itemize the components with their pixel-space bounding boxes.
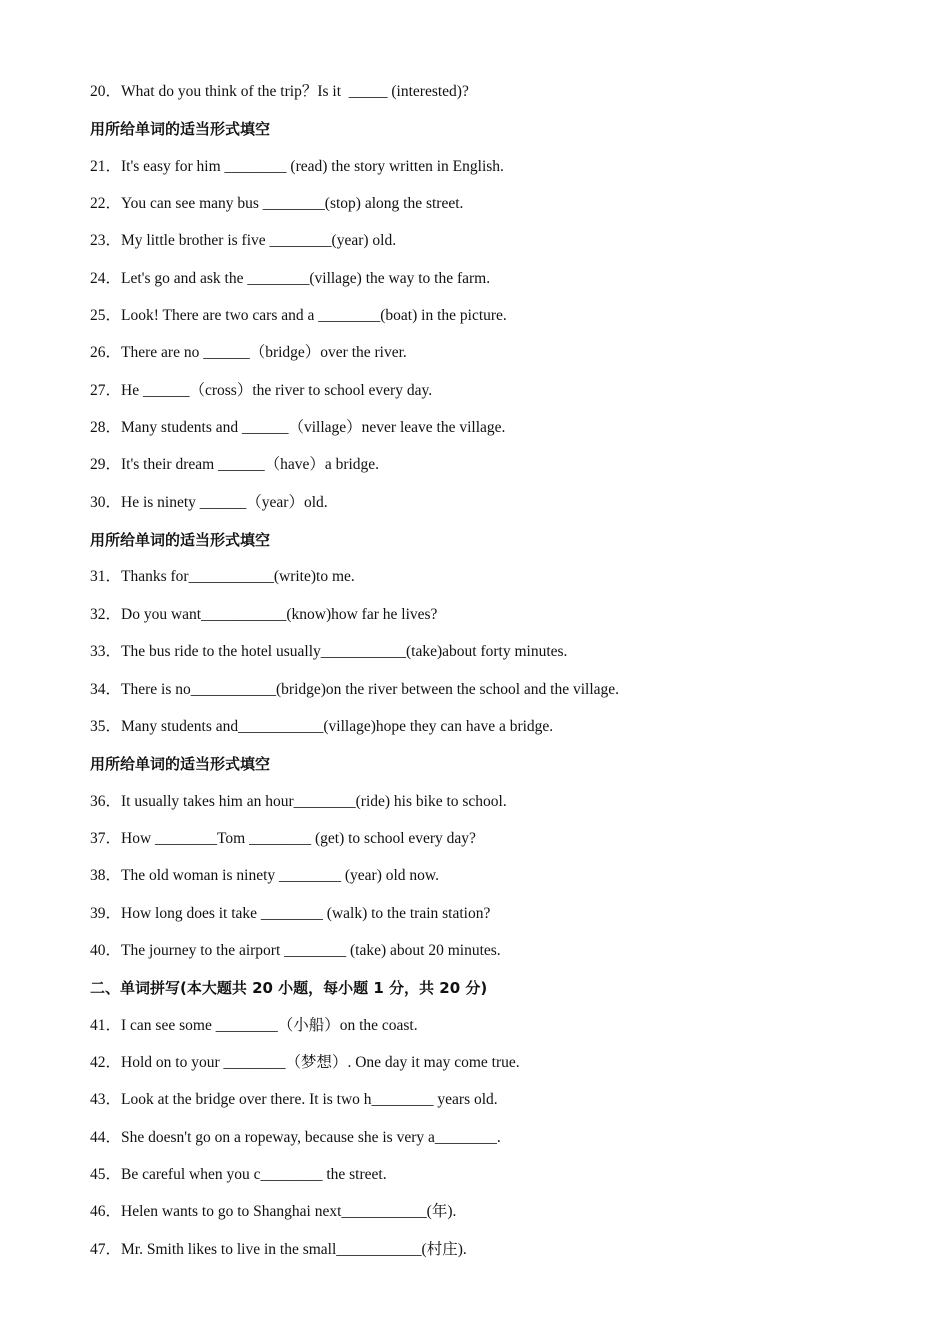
question-number: 42． xyxy=(90,1053,122,1071)
question-text: Look! There are two cars and a ________(boat) in the picture. xyxy=(121,307,507,325)
question-text: Mr. Smith likes to live in the small___________(村庄). xyxy=(121,1240,467,1258)
question-text: What do you think of the trip？Is it _____ (interested)? xyxy=(121,83,469,100)
question-item xyxy=(90,1236,910,1273)
question-text: I can see some ________（小船）on the coast. xyxy=(121,1016,418,1034)
question-number: 32． xyxy=(90,605,122,623)
question-item xyxy=(90,676,910,713)
question-item xyxy=(90,825,910,862)
question-number: 21． xyxy=(90,157,122,175)
question-text: She doesn't go on a ropeway, because she is very a________. xyxy=(121,1128,501,1146)
question-item xyxy=(90,227,910,264)
question-number: 29． xyxy=(90,456,122,474)
question-number: 20． xyxy=(90,83,122,100)
question-text: Be careful when you c________ the street. xyxy=(121,1165,387,1183)
question-text: It usually takes him an hour________(ride) his bike to school. xyxy=(121,792,507,810)
question-text: There is no___________(bridge)on the river between the school and the village. xyxy=(121,680,620,698)
question-number: 23． xyxy=(90,232,122,250)
question-text: Let's go and ask the ________(village) the way to the farm. xyxy=(121,269,491,287)
question-number: 35． xyxy=(90,717,122,735)
question-item xyxy=(90,638,910,675)
question-item xyxy=(90,563,910,600)
question-number: 44． xyxy=(90,1128,122,1146)
question-text: How ________Tom ________ (get) to school every day? xyxy=(121,829,476,847)
question-text: The bus ride to the hotel usually___________(take)about forty minutes. xyxy=(121,643,568,661)
question-item xyxy=(90,1049,910,1086)
question-text: He ______（cross）the river to school every day. xyxy=(121,381,433,399)
section-heading: 用所给单词的适当形式填空 xyxy=(90,531,271,550)
question-number: 24． xyxy=(90,269,122,287)
question-item xyxy=(90,78,910,115)
question-item xyxy=(90,1124,910,1161)
question-text: Many students and___________(village)hope they can have a bridge. xyxy=(121,717,554,735)
question-item xyxy=(90,190,910,227)
question-item xyxy=(90,788,910,825)
question-text: Thanks for___________(write)to me. xyxy=(121,568,355,586)
question-item xyxy=(90,414,910,451)
section-heading: 二、单词拼写(本大题共 20 小题，每小题 1 分，共 20 分) xyxy=(90,979,488,998)
question-text: You can see many bus ________(stop) along the street. xyxy=(121,195,464,213)
question-number: 27． xyxy=(90,381,122,399)
question-item xyxy=(90,601,910,638)
question-number: 33． xyxy=(90,643,122,661)
question-text: How long does it take ________ (walk) to the train station? xyxy=(121,904,491,922)
worksheet-page xyxy=(90,78,910,1273)
question-number: 30． xyxy=(90,493,122,511)
question-number: 41． xyxy=(90,1016,122,1034)
question-number: 26． xyxy=(90,344,122,362)
question-number: 22． xyxy=(90,195,122,213)
question-text: Do you want___________(know)how far he lives? xyxy=(121,605,438,623)
question-text: It's their dream ______（have）a bridge. xyxy=(121,456,380,474)
question-item xyxy=(90,451,910,488)
question-text: The old woman is ninety ________ (year) old now. xyxy=(121,867,439,885)
question-item xyxy=(90,377,910,414)
question-text: Helen wants to go to Shanghai next___________(年). xyxy=(121,1203,457,1221)
question-number: 31． xyxy=(90,568,122,586)
question-number: 25． xyxy=(90,307,122,325)
question-item xyxy=(90,937,910,974)
question-number: 43． xyxy=(90,1091,122,1109)
question-item xyxy=(90,1161,910,1198)
question-item xyxy=(90,489,910,526)
question-number: 39． xyxy=(90,904,122,922)
question-item xyxy=(90,713,910,750)
question-number: 47． xyxy=(90,1240,122,1258)
question-item xyxy=(90,265,910,302)
question-number: 37． xyxy=(90,829,122,847)
question-item xyxy=(90,302,910,339)
question-number: 45． xyxy=(90,1165,122,1183)
question-number: 38． xyxy=(90,867,122,885)
section-heading: 用所给单词的适当形式填空 xyxy=(90,755,271,774)
question-text: He is ninety ______（year）old. xyxy=(121,493,328,511)
question-item xyxy=(90,900,910,937)
question-item xyxy=(90,1012,910,1049)
question-item xyxy=(90,153,910,190)
question-number: 36． xyxy=(90,792,122,810)
question-text: There are no ______（bridge）over the river. xyxy=(121,344,407,362)
question-text: My little brother is five ________(year) old. xyxy=(121,232,397,250)
question-number: 28． xyxy=(90,419,122,437)
question-number: 40． xyxy=(90,941,122,959)
section-heading: 用所给单词的适当形式填空 xyxy=(90,120,271,139)
question-number: 34． xyxy=(90,680,122,698)
question-number: 46． xyxy=(90,1203,122,1221)
question-item xyxy=(90,862,910,899)
question-item xyxy=(90,1086,910,1123)
question-item xyxy=(90,1198,910,1235)
question-text: The journey to the airport ________ (take) about 20 minutes. xyxy=(121,941,501,959)
question-text: Look at the bridge over there. It is two h________ years old. xyxy=(121,1091,498,1109)
question-text: Hold on to your ________（梦想）. One day it may come true. xyxy=(121,1053,520,1071)
question-item xyxy=(90,339,910,376)
question-text: It's easy for him ________ (read) the story written in English. xyxy=(121,157,504,175)
question-text: Many students and ______（village）never leave the village. xyxy=(121,419,506,437)
